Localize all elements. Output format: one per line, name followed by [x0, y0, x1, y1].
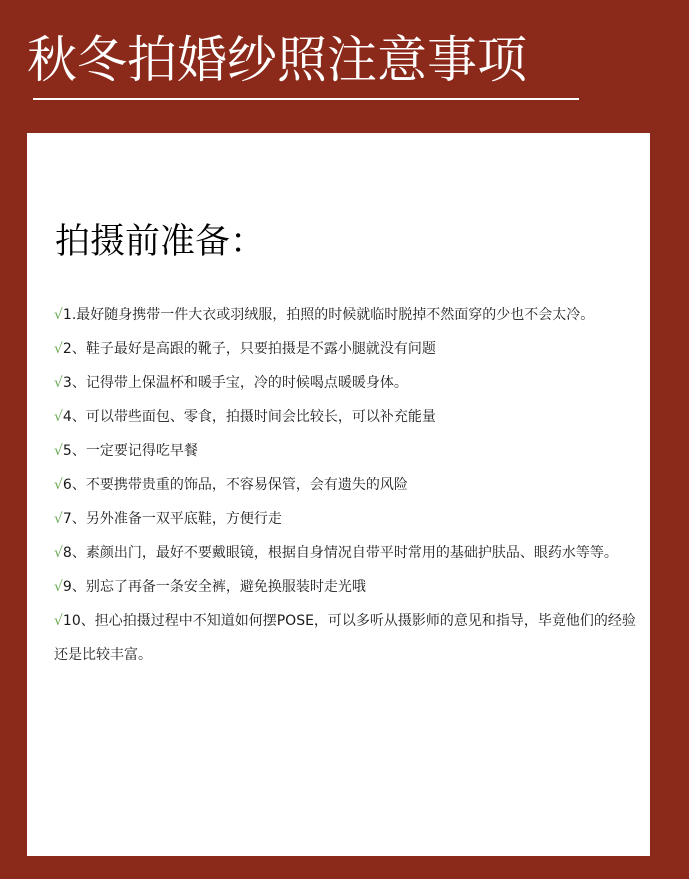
list-item — [54, 468, 638, 502]
title-underline — [33, 98, 579, 100]
list-item — [54, 570, 638, 604]
check-icon: √ — [54, 409, 63, 425]
check-icon: √ — [54, 443, 63, 459]
list-item — [54, 502, 638, 536]
check-icon: √ — [54, 341, 63, 357]
page-title: 秋冬拍婚纱照注意事项 — [27, 31, 527, 89]
list-item — [54, 434, 638, 468]
section-heading: 拍摄前准备： — [55, 222, 266, 262]
content-card — [27, 133, 650, 856]
list-item-text: 5、一定要记得吃早餐 — [62, 443, 198, 459]
list-item-text: 4、可以带些面包、零食，拍摄时间会比较长，可以补充能量 — [62, 409, 436, 425]
list-item-text: 9、别忘了再备一条安全裤，避免换服装时走光哦 — [62, 579, 366, 595]
list-item-text: 1.最好随身携带一件大衣或羽绒服，拍照的时候就临时脱掉不然面穿的少也不会太冷。 — [62, 307, 595, 323]
list-item-text: 2、鞋子最好是高跟的靴子，只要拍摄是不露小腿就没有问题 — [62, 341, 436, 357]
list-item — [54, 536, 638, 570]
check-icon: √ — [54, 579, 63, 595]
check-icon: √ — [54, 613, 63, 629]
list-item-text: 3、记得带上保温杯和暖手宝，冷的时候喝点暖暖身体。 — [62, 375, 408, 391]
list-item-text: 8、素颜出门，最好不要戴眼镜，根据自身情况自带平时常用的基础护肤品、眼药水等等。 — [62, 545, 618, 561]
list-item — [54, 298, 638, 332]
check-icon: √ — [54, 511, 63, 527]
check-icon: √ — [54, 307, 63, 323]
list-item-text: 10、担心拍摄过程中不知道如何摆POSE，可以多听从摄影师的意见和指导，毕竟他们的经验还是比较丰富。 — [54, 613, 636, 663]
list-item — [54, 604, 638, 672]
tips-list — [54, 298, 638, 672]
check-icon: √ — [54, 545, 63, 561]
list-item — [54, 366, 638, 400]
check-icon: √ — [54, 477, 63, 493]
list-item — [54, 400, 638, 434]
list-item-text: 6、不要携带贵重的饰品，不容易保管，会有遗失的风险 — [62, 477, 408, 493]
list-item-text: 7、另外准备一双平底鞋，方便行走 — [62, 511, 282, 527]
check-icon: √ — [54, 375, 63, 391]
list-item — [54, 332, 638, 366]
